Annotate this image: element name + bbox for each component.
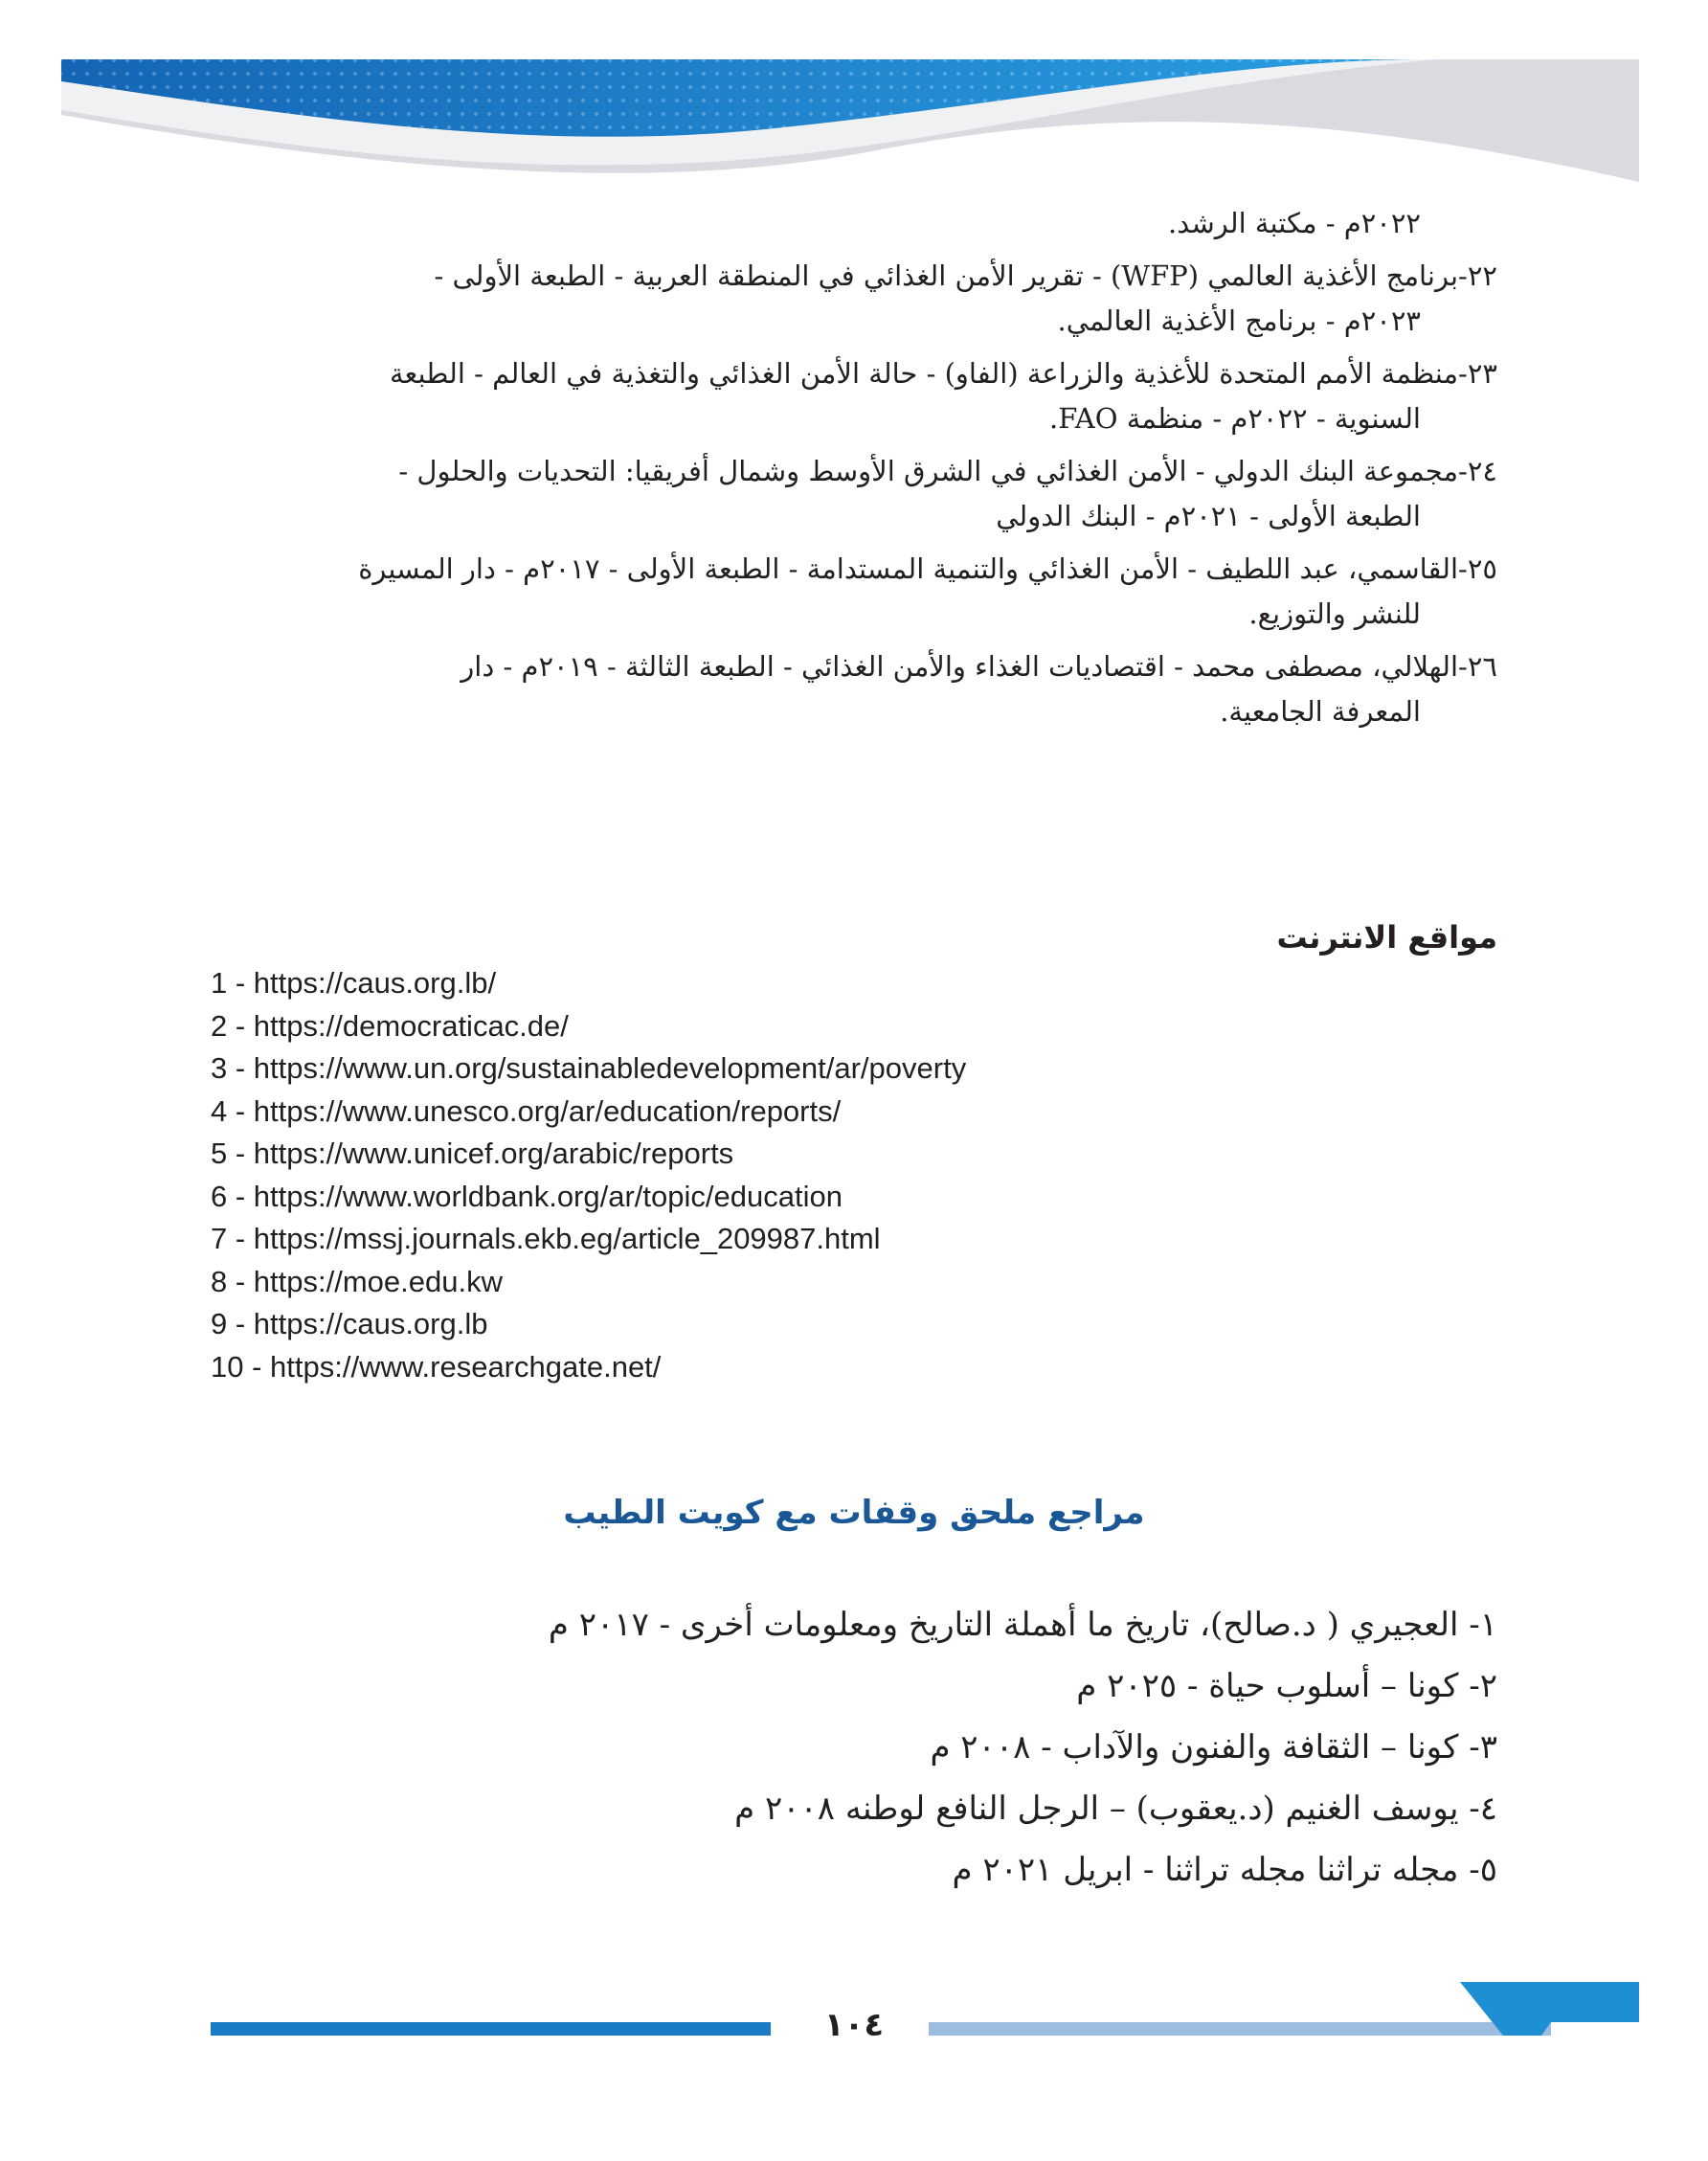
page-number: ١٠٤ — [823, 2006, 885, 2044]
header-wave-decoration — [0, 0, 1708, 230]
website-link[interactable]: 8 - https://moe.edu.kw — [211, 1264, 503, 1298]
website-link[interactable]: 9 - https://caus.org.lb — [211, 1307, 488, 1340]
appendix-heading: مراجع ملحق وقفات مع كويت الطيب — [563, 1494, 1145, 1532]
website-link[interactable]: 6 - https://www.worldbank.org/ar/topic/education — [211, 1179, 843, 1213]
reference-text: ٢٤-مجموعة البنك الدولي - الأمن الغذائي في الشرق الأوسط وشمال أفريقيا: التحديات والحلول - — [398, 455, 1497, 487]
reference-text: ٢٢-برنامج الأغذية العالمي (WFP) - تقرير الأمن الغذائي في المنطقة العربية - الطبعة الأولى - — [434, 259, 1497, 292]
website-link[interactable]: 1 - https://caus.org.lb/ — [211, 966, 497, 1000]
reference-continuation: للنشر والتوزيع. — [1248, 597, 1421, 630]
reference-item — [211, 449, 1497, 539]
reference-item — [211, 201, 1497, 246]
appendix-reference-item: ١- العجيري ( د.صالح)، تاريخ ما أهملة التاريخ ومعلومات أخرى - ٢٠١٧ م — [548, 1606, 1497, 1644]
website-link[interactable]: 10 - https://www.researchgate.net/ — [211, 1349, 662, 1384]
reference-text: ٢٦-الهلالي، مصطفى محمد - اقتصاديات الغذاء والأمن الغذائي - الطبعة الثالثة - ٢٠١٩م - دار — [461, 650, 1497, 683]
appendix-reference-item: ٤- يوسف الغنيم (د.يعقوب) – الرجل النافع لوطنه ٢٠٠٨ م — [734, 1790, 1497, 1828]
reference-continuation: الطبعة الأولى - ٢٠٢١م - البنك الدولي — [996, 500, 1421, 532]
website-link[interactable]: 2 - https://democraticac.de/ — [211, 1008, 569, 1043]
reference-continuation: المعرفة الجامعية. — [1220, 695, 1421, 728]
reference-item — [211, 351, 1497, 441]
websites-heading: مواقع الانترنت — [1276, 919, 1497, 956]
website-link[interactable]: 7 - https://mssj.journals.ekb.eg/article_209987.html — [211, 1222, 881, 1255]
appendix-reference-item: ٢- كونا – أسلوب حياة - ٢٠٢٥ م — [1076, 1667, 1497, 1705]
reference-text: ٢٣-منظمة الأمم المتحدة للأغذية والزراعة (الفاو) - حالة الأمن الغذائي والتغذية في العالم - الطبعة — [389, 357, 1497, 390]
reference-text: ٢٥-القاسمي، عبد اللطيف - الأمن الغذائي والتنمية المستدامة - الطبعة الأولى - ٢٠١٧م - دار المسيرة — [358, 552, 1497, 585]
appendix-reference-item: ٣- كونا – الثقافة والفنون والآداب - ٢٠٠٨ م — [930, 1728, 1497, 1767]
reference-continuation: ٢٠٢٢م - مكتبة الرشد. — [1168, 207, 1421, 239]
website-link[interactable]: 4 - https://www.unesco.org/ar/education/reports/ — [211, 1093, 842, 1128]
websites-list — [211, 962, 966, 1388]
reference-continuation: ٢٠٢٣م - برنامج الأغذية العالمي. — [1057, 304, 1421, 337]
appendix-references-list — [549, 1594, 1497, 1901]
website-link[interactable]: 5 - https://www.unicef.org/arabic/reports — [211, 1137, 734, 1170]
reference-continuation: السنوية - ٢٠٢٢م - منظمة FAO. — [1048, 402, 1421, 435]
website-link[interactable]: 3 - https://www.un.org/sustainabledevelopment/ar/poverty — [211, 1051, 967, 1085]
reference-item — [211, 644, 1497, 734]
reference-item — [211, 547, 1497, 637]
reference-item — [211, 254, 1497, 344]
appendix-reference-item: ٥- مجله تراثنا مجله تراثنا - ابريل ٢٠٢١ م — [952, 1851, 1497, 1889]
references-list — [211, 201, 1497, 742]
